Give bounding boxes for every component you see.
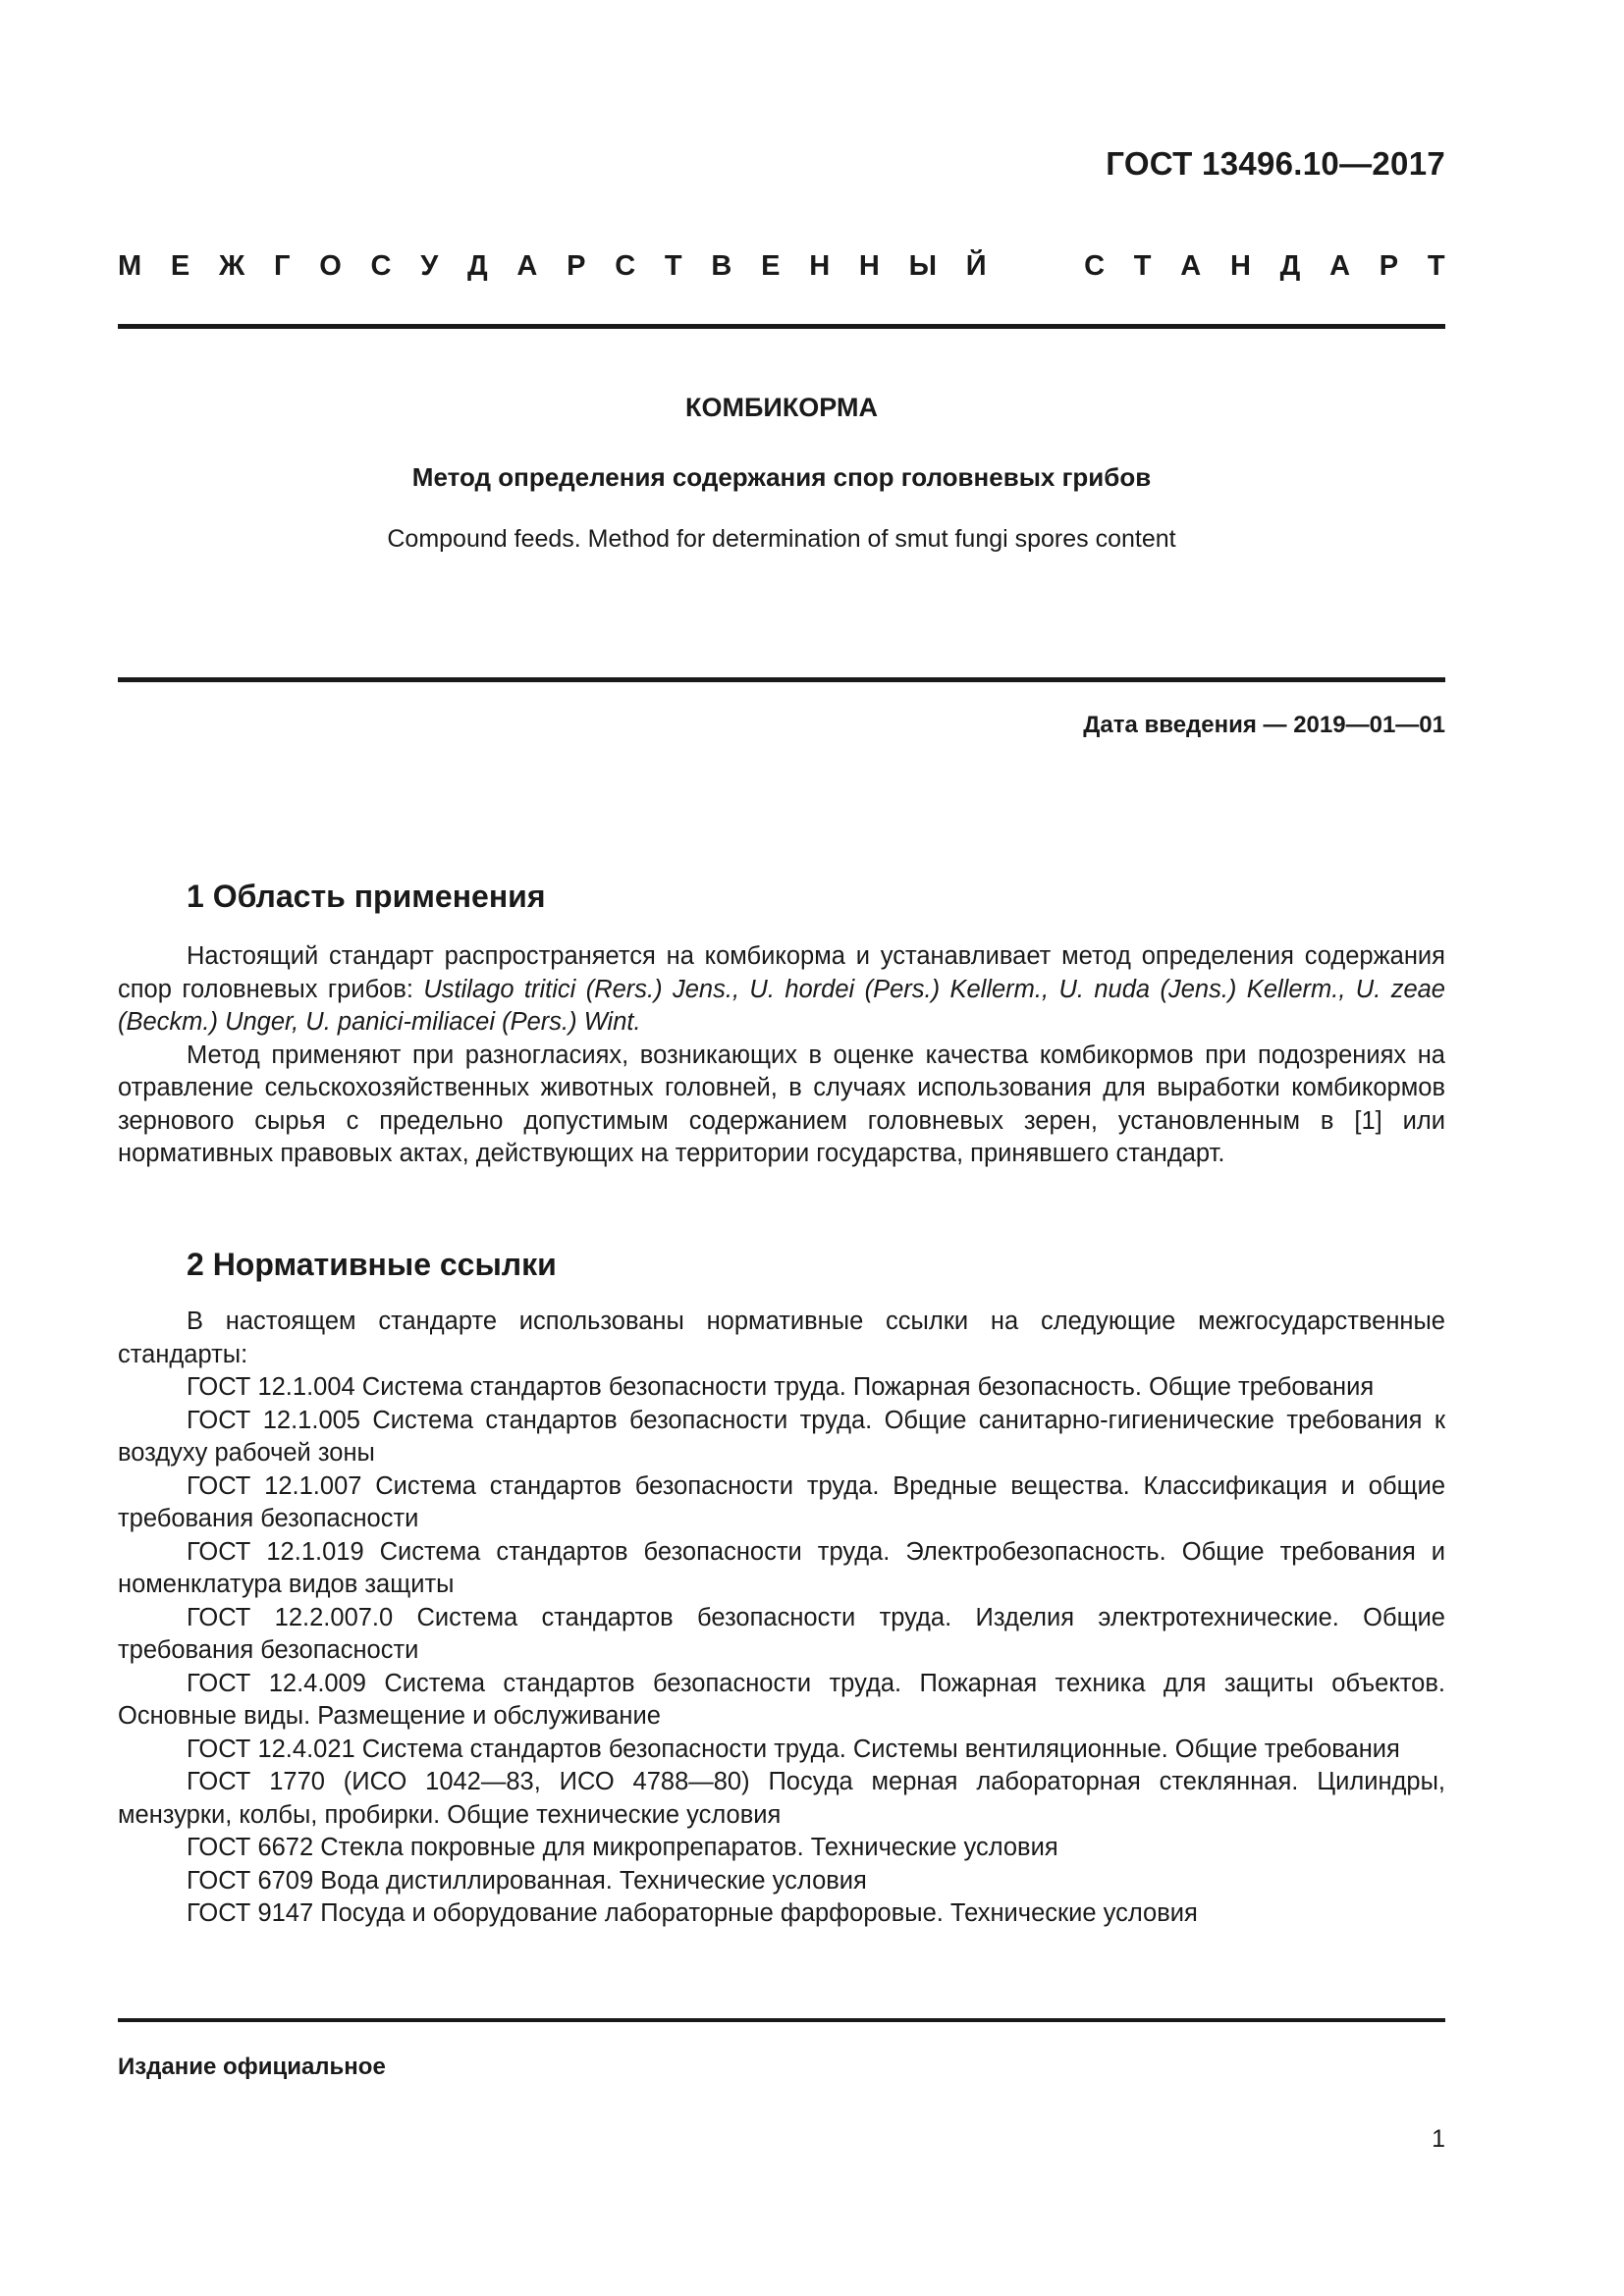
document-title: КОМБИКОРМА bbox=[685, 393, 878, 422]
document-subtitle: Метод определения содержания спор головневых грибов bbox=[411, 462, 1152, 492]
section-1-heading: 1 Область применения bbox=[187, 879, 546, 914]
normative-reference-item: ГОСТ 1770 (ИСО 1042—83, ИСО 4788—80) Посуда мерная лабораторная стеклянная. Цилиндры, мензурки, колбы, пробирки. Общие технические условия bbox=[118, 1768, 1445, 1829]
heading-letter: В bbox=[711, 250, 732, 282]
heading-letter: Ж bbox=[219, 250, 245, 282]
section-2-intro: В настоящем стандарте использованы нормативные ссылки на следующие межгосударственные стандарты: bbox=[118, 1308, 1445, 1368]
section-1-paragraph-2: Метод применяют при разногласиях, возникающих в оценке качества комбикормов при подозрениях на отравление сельскохозяйственных животных головней, в случаях использования для выработки комбикормов зернового сырья с предельно допустимым содержанием головневых зерен, установленным в [1] или нормативных правовых актах, действующих на территории государства, принявшего стандарт. bbox=[118, 1041, 1445, 1167]
footer-rule bbox=[118, 2018, 1445, 2022]
heading-letter: Н bbox=[809, 250, 831, 282]
normative-reference-item: ГОСТ 12.1.007 Система стандартов безопасности труда. Вредные вещества. Классификация и общие требования безопасности bbox=[118, 1471, 1445, 1532]
heading-letter: О bbox=[319, 250, 342, 282]
normative-reference-item: ГОСТ 6709 Вода дистиллированная. Технические условия bbox=[187, 1866, 867, 1895]
normative-reference-item: ГОСТ 6672 Стекла покровные для микропрепаратов. Технические условия bbox=[187, 1834, 1058, 1861]
heading-letter: А bbox=[1180, 250, 1202, 282]
gost-number: ГОСТ 13496.10—2017 bbox=[1106, 145, 1445, 182]
heading-letter: Р bbox=[567, 250, 586, 282]
normative-reference-item: ГОСТ 12.4.021 Система стандартов безопасности труда. Системы вентиляционные. Общие требования bbox=[187, 1735, 1400, 1763]
heading-letter: Н bbox=[858, 250, 880, 282]
word-gap bbox=[1015, 250, 1055, 283]
section-1-body bbox=[118, 940, 1445, 1171]
heading-letter: А bbox=[1329, 250, 1351, 282]
normative-references-list bbox=[118, 1371, 1445, 1931]
header-rule bbox=[118, 324, 1445, 329]
document-title-english: Compound feeds. Method for determination of smut fungi spores content bbox=[387, 525, 1176, 553]
normative-reference-item: ГОСТ 12.1.019 Система стандартов безопасности труда. Электробезопасность. Общие требования и номенклатура видов защиты bbox=[118, 1537, 1445, 1598]
heading-letter: С bbox=[1084, 250, 1106, 282]
title-rule bbox=[118, 677, 1445, 682]
section-1-paragraph-1 bbox=[118, 940, 1445, 1040]
section-2-body bbox=[118, 1306, 1445, 1931]
heading-letter: Ы bbox=[908, 250, 937, 282]
section-2-heading: 2 Нормативные ссылки bbox=[187, 1247, 557, 1282]
heading-letter: Е bbox=[761, 250, 781, 282]
standard-type-heading bbox=[118, 250, 1445, 283]
normative-reference-item: ГОСТ 12.4.009 Система стандартов безопасности труда. Пожарная техника для защиты объектов. Основные виды. Размещение и обслуживание bbox=[118, 1669, 1445, 1730]
normative-reference-item: ГОСТ 9147 Посуда и оборудование лабораторные фарфоровые. Технические условия bbox=[187, 1899, 1198, 1927]
heading-letter: Й bbox=[965, 250, 987, 282]
heading-letter: Т bbox=[664, 250, 682, 282]
heading-letter: Е bbox=[170, 250, 190, 282]
heading-letter: Н bbox=[1229, 250, 1251, 282]
normative-reference-item: ГОСТ 12.2.007.0 Система стандартов безопасности труда. Изделия электротехнические. Общие требования безопасности bbox=[118, 1603, 1445, 1664]
heading-letter: У bbox=[420, 250, 439, 282]
heading-letter: Д bbox=[1279, 250, 1301, 282]
heading-letter: С bbox=[370, 250, 392, 282]
species-list: Ustilago tritici (Rers.) Jens., U. hordei (Pers.) Kellerm., U. nuda (Jens.) Kellerm., U. zeae (Beckm.) Unger, U. panici-miliacei (Pers.) Wint. bbox=[118, 975, 1445, 1036]
heading-letter: А bbox=[516, 250, 538, 282]
heading-letter: Р bbox=[1379, 250, 1399, 282]
paragraph-text: Настоящий стандарт распространяется на комбикорма и устанавливает метод определения содержания спор головневых грибов: bbox=[118, 942, 1445, 1003]
heading-letter: Т bbox=[1133, 250, 1152, 282]
heading-letter: С bbox=[615, 250, 636, 282]
normative-reference-item: ГОСТ 12.1.004 Система стандартов безопасности труда. Пожарная безопасность. Общие требования bbox=[187, 1373, 1375, 1401]
normative-reference-item: ГОСТ 12.1.005 Система стандартов безопасности труда. Общие санитарно-гигиенические требования к воздуху рабочей зоны bbox=[118, 1406, 1445, 1467]
heading-letter: Г bbox=[273, 250, 291, 282]
heading-letter: М bbox=[118, 250, 142, 282]
heading-letter: Т bbox=[1427, 250, 1445, 282]
edition-note: Издание официальное bbox=[118, 2054, 386, 2080]
page-number: 1 bbox=[1432, 2125, 1445, 2153]
introduction-date: Дата введения — 2019—01—01 bbox=[1083, 712, 1445, 738]
heading-letter: Д bbox=[467, 250, 488, 282]
